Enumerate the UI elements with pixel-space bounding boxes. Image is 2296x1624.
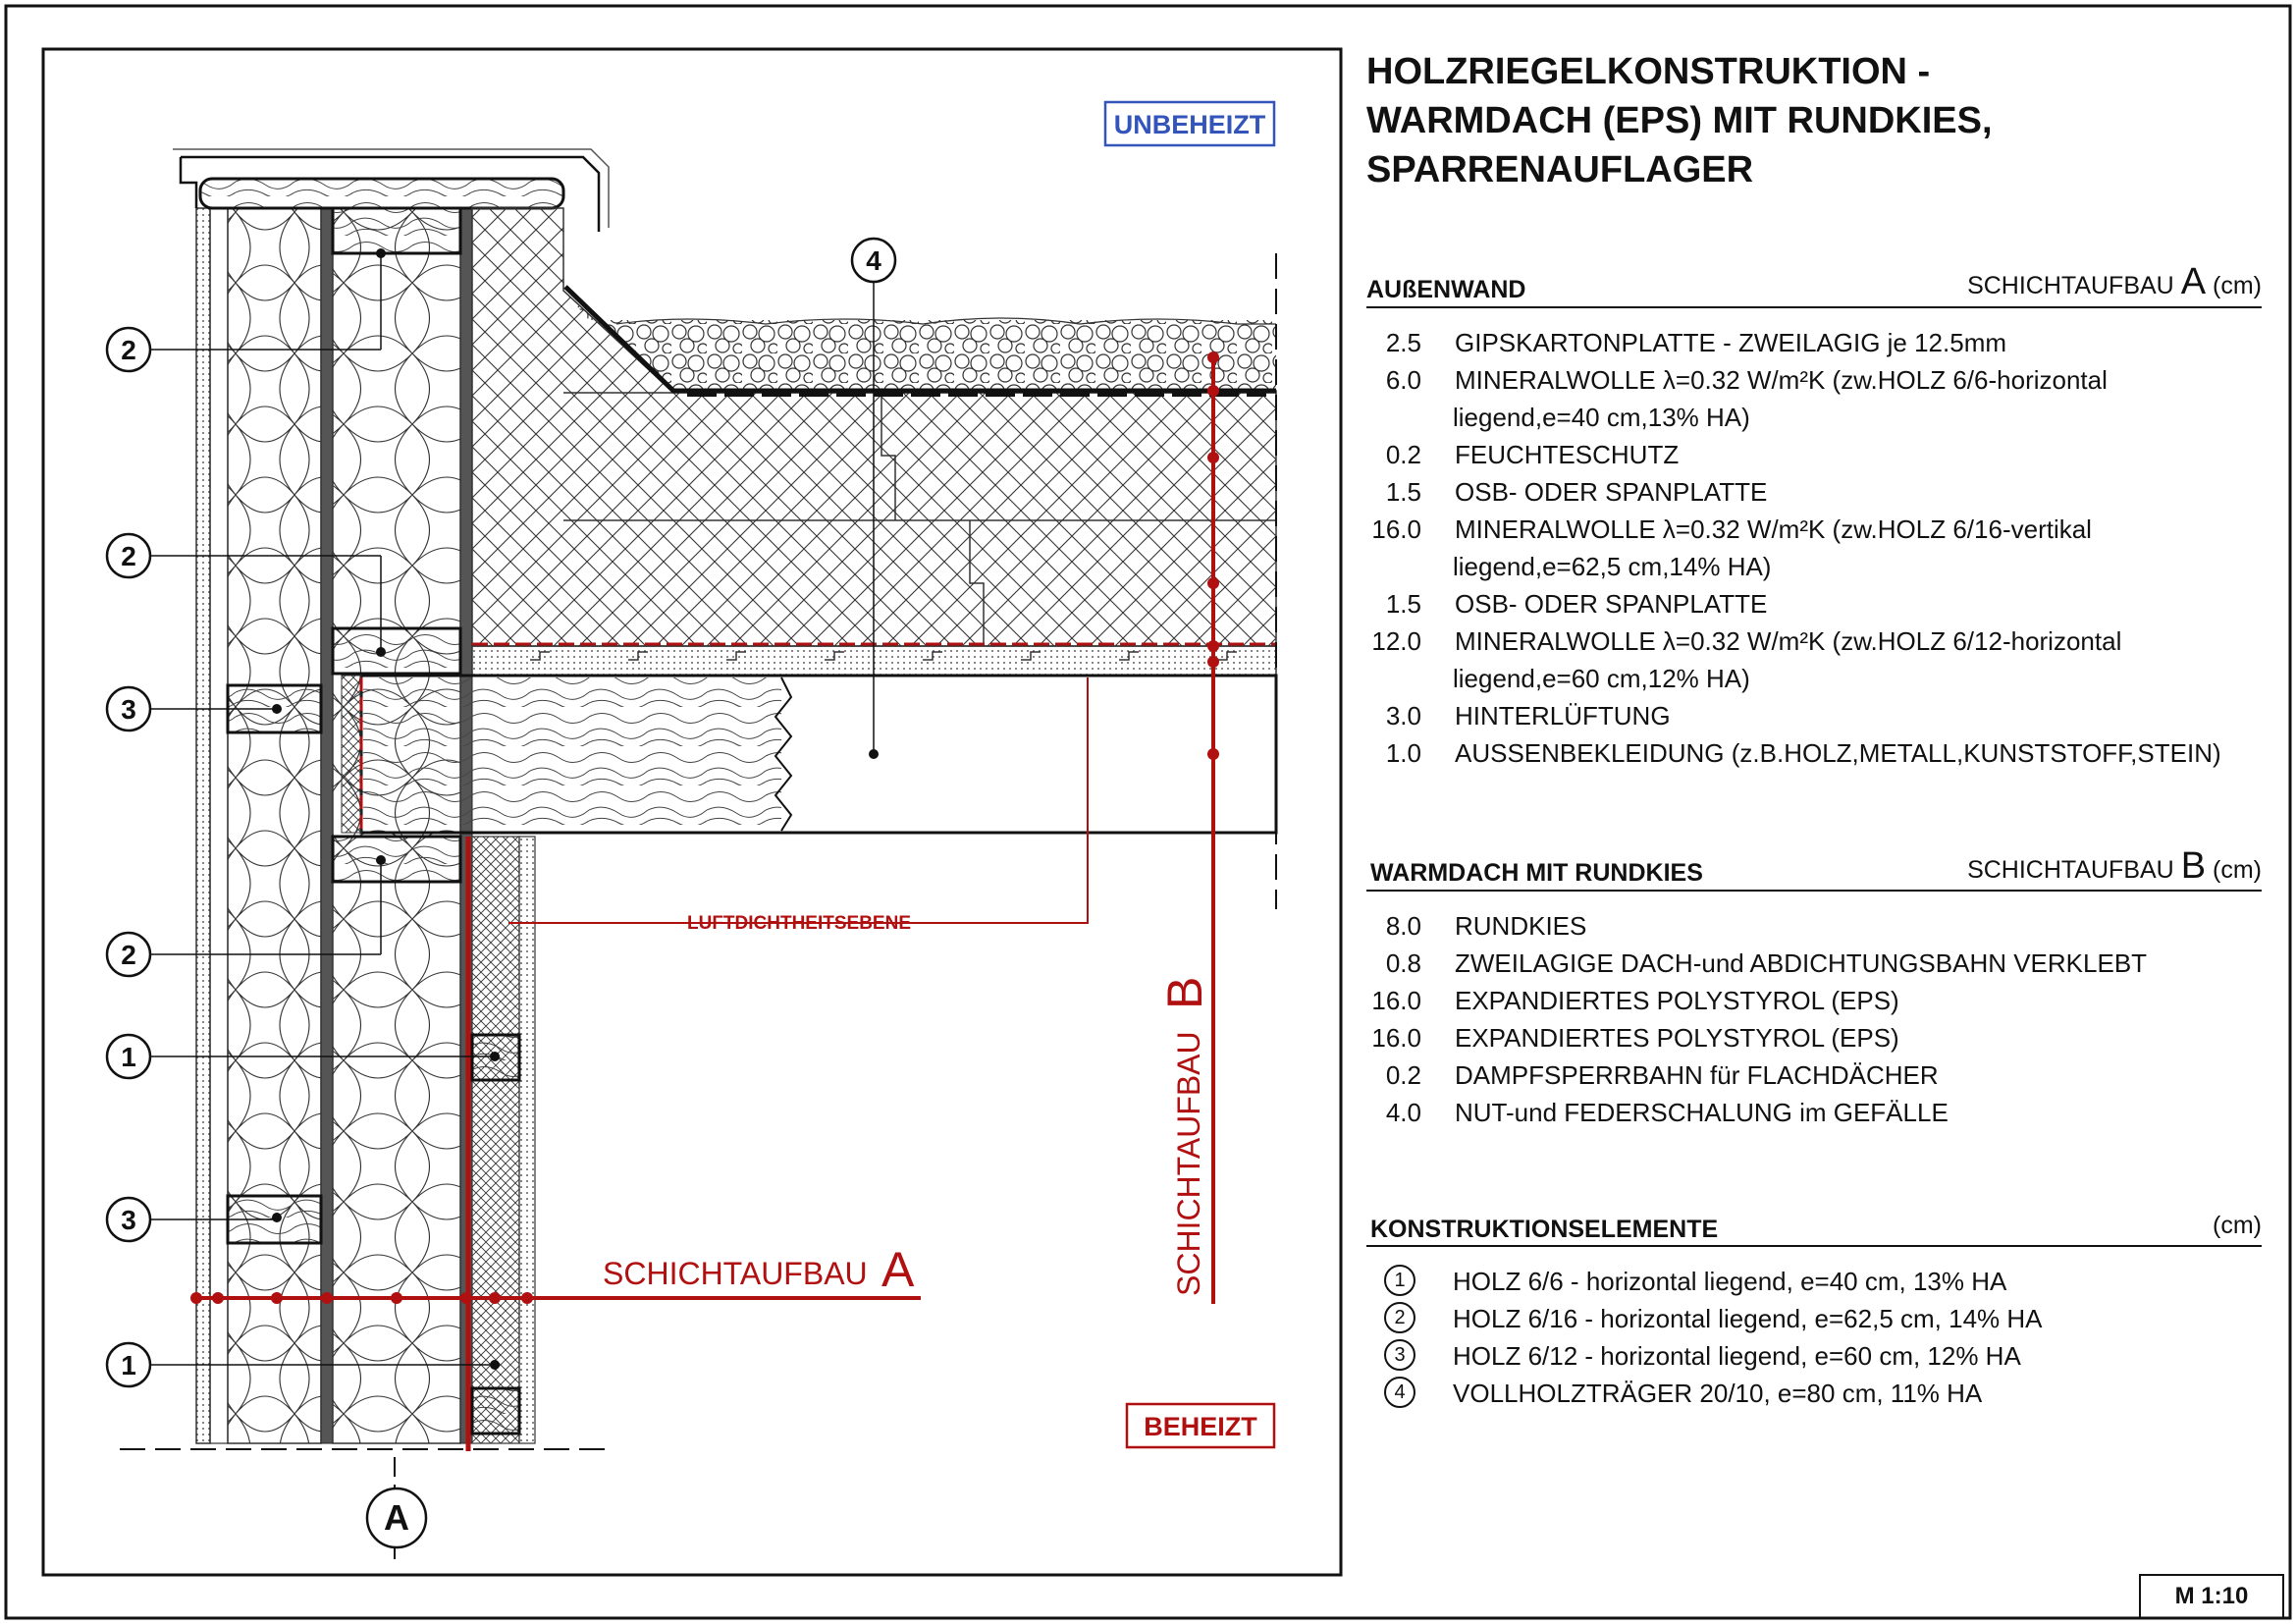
layer-description: DAMPFSPERRBAHN für FLACHDÄCHER (1455, 1060, 1939, 1090)
scale-box: M 1:10 (2139, 1574, 2284, 1619)
callout-3-b: 3 (121, 1205, 136, 1235)
parapet-board (200, 179, 563, 208)
callout-3-a: 3 (121, 694, 136, 725)
layer-thickness: 16.0 (1371, 1023, 1421, 1053)
konstruktion-number: 2 (1384, 1302, 1415, 1333)
holz-6-6-b (472, 1388, 519, 1434)
warmdach-schicht (1924, 845, 2262, 888)
warmdach-unit: (cm) (2213, 856, 2262, 884)
callout-2-c: 2 (121, 940, 136, 970)
layer-description: MINERALWOLLE λ=0.32 W/m²K (zw.HOLZ 6/6-horizontal (1455, 365, 2108, 395)
title-line-1: HOLZRIEGELKONSTRUKTION - (1366, 51, 1931, 92)
layer-thickness: 4.0 (1385, 1098, 1421, 1127)
aussenbekleidung (196, 208, 210, 1443)
schicht-a-label: SCHICHTAUFBAU (603, 1256, 868, 1291)
layer-thickness: 0.2 (1385, 440, 1421, 469)
title-line-3: SPARRENAUFLAGER (1366, 149, 1754, 190)
konstruktion-heading: KONSTRUKTIONSELEMENTE (1370, 1216, 1719, 1243)
layer-thickness: 1.5 (1385, 589, 1421, 619)
warmdach-rule (1366, 890, 2262, 892)
layer-description: ZWEILAGIGE DACH-und ABDICHTUNGSBAHN VERKLEBT (1455, 948, 2148, 978)
konstruktion-description: HOLZ 6/6 - horizontal liegend, e=40 cm, 13% HA (1453, 1267, 2007, 1296)
holz-6-16-low (333, 837, 460, 882)
layer-description: AUSSENBEKLEIDUNG (z.B.HOLZ,METALL,KUNSTSTOFF,STEIN) (1455, 738, 2221, 768)
layer-description-cont: liegend,e=62,5 cm,14% HA) (1453, 552, 1772, 581)
mineralwolle-12 (228, 208, 321, 1443)
layer-description: FEUCHTESCHUTZ (1455, 440, 1680, 469)
layer-description: HINTERLÜFTUNG (1455, 701, 1671, 731)
warmdach-schicht-letter: B (2180, 845, 2207, 887)
konstruktion-description: HOLZ 6/12 - horizontal liegend, e=60 cm, 12% HA (1453, 1341, 2021, 1371)
rundkies (563, 291, 1276, 391)
layer-description: OSB- ODER SPANPLATTE (1455, 477, 1768, 507)
layer-thickness: 0.8 (1385, 948, 1421, 978)
warmdach-heading: WARMDACH MIT RUNDKIES (1370, 859, 1703, 887)
layer-description: EXPANDIERTES POLYSTYROL (EPS) (1455, 1023, 1899, 1053)
konstruktion-rule (1366, 1245, 2262, 1247)
layer-description: MINERALWOLLE λ=0.32 W/m²K (zw.HOLZ 6/16-vertikal (1455, 514, 2092, 544)
konstruktion-number: 4 (1384, 1377, 1415, 1408)
schicht-b-letter: B (1157, 976, 1212, 1009)
konstruktion-number: 1 (1384, 1265, 1415, 1296)
luftdicht-label: LUFTDICHTHEITSEBENE (687, 913, 911, 934)
aussenwand-rule (1366, 306, 2262, 308)
layer-description: NUT-und FEDERSCHALUNG im GEFÄLLE (1455, 1098, 1949, 1127)
aussenwand-heading: AUßENWAND (1366, 276, 1526, 303)
callout-2-a: 2 (121, 335, 136, 365)
layer-description-cont: liegend,e=60 cm,12% HA) (1453, 664, 1750, 693)
aussenwand-schicht (1924, 261, 2262, 303)
layer-description: MINERALWOLLE λ=0.32 W/m²K (zw.HOLZ 6/12-horizontal (1455, 626, 2122, 656)
aussenwand-unit: (cm) (2213, 272, 2262, 299)
konstruktion-number: 3 (1384, 1339, 1415, 1371)
callout-1-a: 1 (121, 1042, 136, 1072)
holz-6-16-mid (333, 628, 460, 674)
layer-description: RUNDKIES (1455, 911, 1587, 941)
layer-thickness: 6.0 (1385, 365, 1421, 395)
konstruktion-description: HOLZ 6/16 - horizontal liegend, e=62,5 cm, 14% HA (1453, 1304, 2043, 1333)
callout-2-b: 2 (121, 541, 136, 571)
gipskarton (519, 837, 535, 1443)
schicht-a-letter: A (881, 1242, 915, 1297)
mineralwolle-6 (472, 837, 519, 1443)
aussenwand-schicht-label: SCHICHTAUFBAU (1967, 272, 2174, 299)
section-marker-a: A (384, 1497, 409, 1538)
callout-1-b: 1 (121, 1350, 136, 1380)
callout-4: 4 (866, 245, 881, 276)
layer-description: OSB- ODER SPANPLATTE (1455, 589, 1768, 619)
construction-detail (120, 149, 1276, 1561)
title-line-2: WARMDACH (EPS) MIT RUNDKIES, (1366, 100, 1993, 141)
warmdach-schicht-label: SCHICHTAUFBAU (1967, 856, 2174, 884)
layer-description: EXPANDIERTES POLYSTYROL (EPS) (1455, 986, 1899, 1015)
schicht-b-label: SCHICHTAUFBAU (1171, 1031, 1206, 1296)
layer-thickness: 2.5 (1385, 328, 1421, 357)
page-title (1366, 47, 2250, 194)
osb-outer (321, 208, 333, 1443)
unbeheizt-tag: UNBEHEIZT (1113, 110, 1266, 139)
layer-description: GIPSKARTONPLATTE - ZWEILAGIG je 12.5mm (1455, 328, 2007, 357)
layer-thickness: 0.2 (1385, 1060, 1421, 1090)
layer-thickness: 1.5 (1385, 477, 1421, 507)
layer-thickness: 16.0 (1371, 986, 1421, 1015)
layer-thickness: 8.0 (1385, 911, 1421, 941)
konstruktion-unit: (cm) (2213, 1212, 2262, 1239)
layer-thickness: 16.0 (1371, 514, 1421, 544)
konstruktion-description: VOLLHOLZTRÄGER 20/10, e=80 cm, 11% HA (1453, 1379, 1983, 1408)
beheizt-tag: BEHEIZT (1144, 1412, 1257, 1441)
layer-thickness: 1.0 (1385, 738, 1421, 768)
layer-thickness: 3.0 (1385, 701, 1421, 731)
aussenwand-schicht-letter: A (2180, 261, 2207, 302)
hinterlueftung (210, 208, 228, 1443)
layer-thickness: 12.0 (1371, 626, 1421, 656)
layer-description-cont: liegend,e=40 cm,13% HA) (1453, 403, 1750, 432)
holz-6-16-top (333, 208, 460, 253)
